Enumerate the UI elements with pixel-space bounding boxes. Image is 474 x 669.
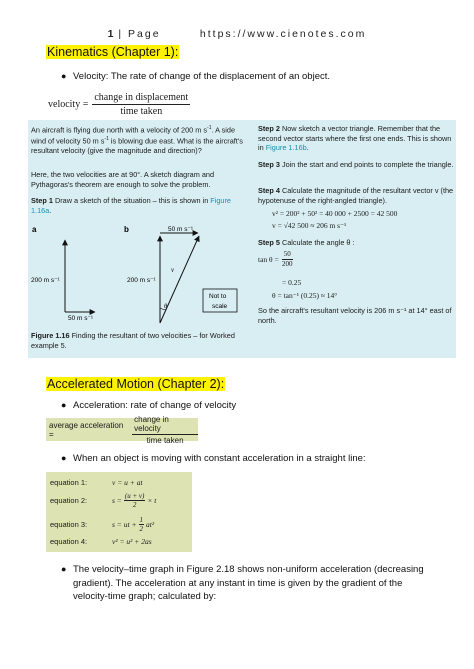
equation-1-label: equation 1: <box>50 478 88 487</box>
avg-acc-numerator: change in velocity <box>132 415 198 435</box>
tan-fraction <box>282 250 293 269</box>
step-4-equation-1: v² = 200² + 50² = 40 000 + 2500 = 42 500 <box>272 209 398 218</box>
step-5 <box>258 238 454 248</box>
step-4-label: Step 4 <box>258 186 280 195</box>
figure-caption <box>31 331 249 350</box>
fig-a-vertical-label: 200 m s⁻¹ <box>31 277 60 284</box>
chapter-2-heading <box>46 377 225 391</box>
velocity-formula-fraction <box>92 92 190 117</box>
tan-numerator: 50 <box>283 250 291 258</box>
page-word: | Page <box>118 28 161 40</box>
tan-denominator: 200 <box>282 260 293 268</box>
step-2-label: Step 2 <box>258 124 280 133</box>
not-to-scale-label-2: scale <box>212 303 228 310</box>
acceleration-definition: Acceleration: rate of change of velocity <box>73 400 237 411</box>
chapter-1-heading-text: Kinematics (Chapter 1): <box>47 45 179 59</box>
step-5-text: Calculate the angle θ : <box>281 238 355 247</box>
figure-caption-label: Figure 1.16 <box>31 331 70 340</box>
velocity-formula-numerator: change in displacement <box>94 92 189 103</box>
figure-1-16b-link[interactable]: Figure 1.16b <box>265 143 307 153</box>
fig-b-angle-label: θ <box>164 303 168 310</box>
chapter-1-heading <box>46 45 179 59</box>
velocity-formula-denominator: time taken <box>120 106 163 117</box>
step-1: Step 1 Draw a sketch of the situation – this is shown in Figure 1.16a. <box>31 196 231 215</box>
fig-b-top-label: 50 m s⁻¹ <box>168 226 194 233</box>
equation-row-3 <box>50 516 154 533</box>
step-3-text: Join the start and end points to complete the triangle. <box>281 160 454 169</box>
figure-1-16a-link[interactable]: Figure 1.16a <box>31 196 231 215</box>
step-4-equation-2: v = √42 500 ≈ 206 m s⁻¹ <box>272 221 347 230</box>
equation-row-1 <box>50 478 143 487</box>
equation-2-label: equation 2: <box>50 496 88 505</box>
chapter-2-heading-text: Accelerated Motion (Chapter 2): <box>47 377 225 391</box>
step-2-text: Now sketch a vector triangle. Remember that the second vector starts where the first one ends. This is shown in <box>258 124 452 153</box>
equation-3-label: equation 3: <box>50 520 88 529</box>
equation-2-expr: s = $\frac{(u + v)}{2}$ × t <box>112 492 157 509</box>
equation-3-expr: s = ut + $\frac{1}{2}$ at² <box>112 516 155 533</box>
fig-b-resultant-label: v <box>171 266 175 274</box>
worked-example-intro: An aircraft is flying due north with a velocity of 200 m $s^{-1}$. A side wind of velocity 50 m $s^{-1}$ is blowing due east. What is the aircraft's resultant velocity (give the magnitude and direction)? <box>31 125 243 156</box>
fig-b-vertical-label: 200 m s⁻¹ <box>127 277 156 284</box>
step-1-text: Draw a sketch of the situation – this is shown in <box>54 196 209 205</box>
equation-row-4 <box>50 537 152 546</box>
bullet-dot-icon: ● <box>61 453 67 463</box>
constant-acceleration-text: When an object is moving with constant acceleration in a straight line: <box>73 453 366 464</box>
avg-acc-denominator: time taken <box>146 435 184 445</box>
site-url[interactable]: https://www.cienotes.com <box>199 28 367 40</box>
not-to-scale-label-1: Not to <box>209 293 227 300</box>
worked-example-box <box>28 120 456 358</box>
tan-equation-2: = 0.25 <box>282 278 302 287</box>
velocity-time-graph-text: The velocity–time graph in Figure 2.18 shows non-uniform acceleration (decreasing gradient). The acceleration at any instant in time is given by the gradient of the velocity-time graph; calculated by: <box>73 564 424 602</box>
avg-acc-fraction <box>132 415 198 445</box>
equation-4-label: equation 4: <box>50 537 88 546</box>
figure-caption-text: Finding the resultant of two velocities – for Worked example 5. <box>31 331 235 350</box>
bullet-dot-icon: ● <box>61 71 67 81</box>
bullet-dot-icon: ● <box>61 400 67 410</box>
velocity-formula-lhs: velocity = <box>48 99 89 110</box>
equation-row-2 <box>50 492 156 509</box>
page-number: 1 <box>107 28 114 40</box>
conclusion: So the aircraft's resultant velocity is 206 m s⁻¹ at 14° east of north. <box>258 306 452 325</box>
velocity-formula <box>48 92 190 117</box>
velocity-definition: Velocity: The rate of change of the displacement of an object. <box>73 71 331 82</box>
step-5-label: Step 5 <box>258 238 280 247</box>
fig-label-b: b <box>124 225 129 234</box>
fig-a-horizontal-label: 50 m s⁻¹ <box>68 315 94 322</box>
step-4 <box>258 186 454 205</box>
figure-1-16 <box>28 220 253 330</box>
worked-example-para-2: Here, the two velocities are at 90°. A sketch diagram and Pythagoras's theorem are enough to solve the problem. <box>31 170 215 189</box>
equation-1-expr: v = u + at <box>112 478 143 487</box>
bullet-dot-icon: ● <box>61 564 67 574</box>
tan-equation-3: θ = tan⁻¹ (0.25) ≈ 14° <box>272 291 338 300</box>
page-header <box>0 28 474 40</box>
average-acceleration-formula <box>46 414 198 445</box>
equation-4-expr: v² = u² + 2as <box>112 537 152 546</box>
suvat-equations-box <box>46 472 192 552</box>
avg-acc-lhs: average acceleration = <box>49 420 124 439</box>
step-3-label: Step 3 <box>258 160 280 169</box>
step-4-text: Calculate the magnitude of the resultant vector v (the hypotenuse of the right-angled triangle). <box>258 186 454 205</box>
step-3 <box>258 160 454 170</box>
tan-equation-1 <box>258 250 293 269</box>
tan-lhs: tan θ = <box>258 255 279 264</box>
fig-label-a: a <box>32 225 37 234</box>
step-1-label: Step 1 <box>31 196 53 205</box>
step-2: Step 2 Now sketch a vector triangle. Remember that the second vector starts where the first one ends. This is shown in Figure 1.16b. <box>258 124 452 153</box>
